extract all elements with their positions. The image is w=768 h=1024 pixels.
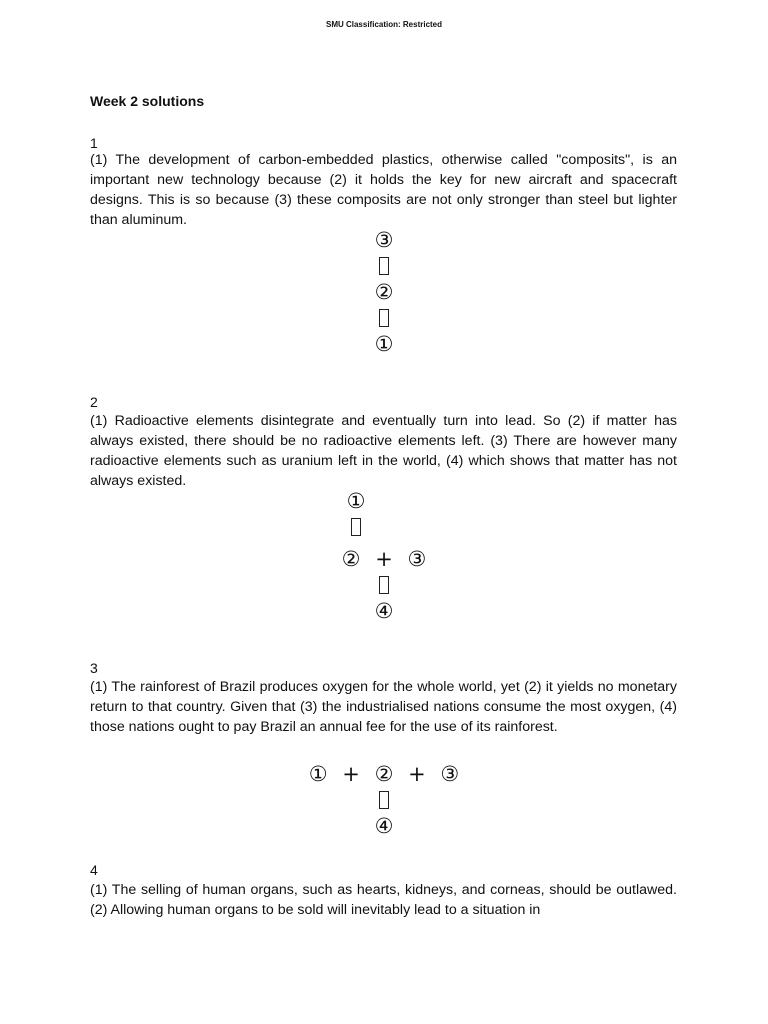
diagram-3-row-2	[0, 812, 768, 838]
claim-4-symbol: ④	[374, 814, 394, 838]
arrow-icon	[379, 309, 389, 327]
diagram-1-arrow-1	[0, 252, 768, 278]
diagram-2-row-1	[0, 487, 740, 513]
question-number-4: 4	[90, 862, 98, 878]
arrow-icon	[379, 791, 389, 809]
diagram-1-row-3	[0, 226, 768, 252]
arrow-icon	[379, 576, 389, 594]
question-number-1: 1	[90, 135, 98, 151]
plus-sign: +	[375, 547, 393, 571]
question-number-3: 3	[90, 660, 98, 676]
claim-2-symbol: ②	[341, 547, 361, 571]
claim-3-symbol: ③	[407, 547, 427, 571]
claim-3-symbol: ③	[374, 228, 394, 252]
diagram-2-arrow-1	[0, 513, 740, 539]
diagram-1-arrow-2	[0, 304, 768, 330]
claim-2-symbol: ②	[374, 762, 394, 786]
diagram-3-row-1	[0, 760, 768, 786]
arrow-icon	[351, 518, 361, 536]
diagram-2-row-3	[0, 597, 768, 623]
plus-sign: +	[408, 762, 426, 786]
question-text-3: (1) The rainforest of Brazil produces oxygen for the whole world, yet (2) it yields no monetary return to that country. Given that (3) the industrialised nations consume the most oxygen, (4) those nations ought to pay Brazil an annual fee for the use of its rainforest.	[90, 679, 677, 735]
claim-1-symbol: ①	[346, 489, 366, 513]
plus-sign: +	[342, 762, 360, 786]
diagram-1-row-1	[0, 330, 768, 356]
question-number-2: 2	[90, 394, 98, 410]
claim-3-symbol: ③	[440, 762, 460, 786]
question-text-1: (1) The development of carbon-embedded plastics, otherwise called "composits", is an important new technology because (2) it holds the key for new aircraft and spacecraft designs. This is so because (3) these composits are not only stronger than steel but lighter than aluminum.	[90, 152, 677, 228]
claim-4-symbol: ④	[374, 599, 394, 623]
claim-1-symbol: ①	[308, 762, 328, 786]
diagram-2-row-2	[0, 545, 768, 571]
arrow-icon	[379, 257, 389, 275]
diagram-3-arrow-1	[0, 786, 768, 812]
claim-1-symbol: ①	[374, 332, 394, 356]
diagram-2-arrow-2	[0, 571, 768, 597]
document-title: Week 2 solutions	[90, 93, 205, 109]
diagram-1-row-2	[0, 278, 768, 304]
question-text-2: (1) Radioactive elements disintegrate and eventually turn into lead. So (2) if matter has always existed, there should be no radioactive elements left. (3) There are however many radioactive elements such as uranium left in the world, (4) which shows that matter has not always existed.	[90, 413, 677, 489]
claim-2-symbol: ②	[374, 280, 394, 304]
classification-header: SMU Classification: Restricted	[325, 20, 443, 29]
question-text-4: (1) The selling of human organs, such as hearts, kidneys, and corneas, should be outlawed. (2) Allowing human organs to be sold will inevitably lead to a situation in	[90, 882, 677, 918]
